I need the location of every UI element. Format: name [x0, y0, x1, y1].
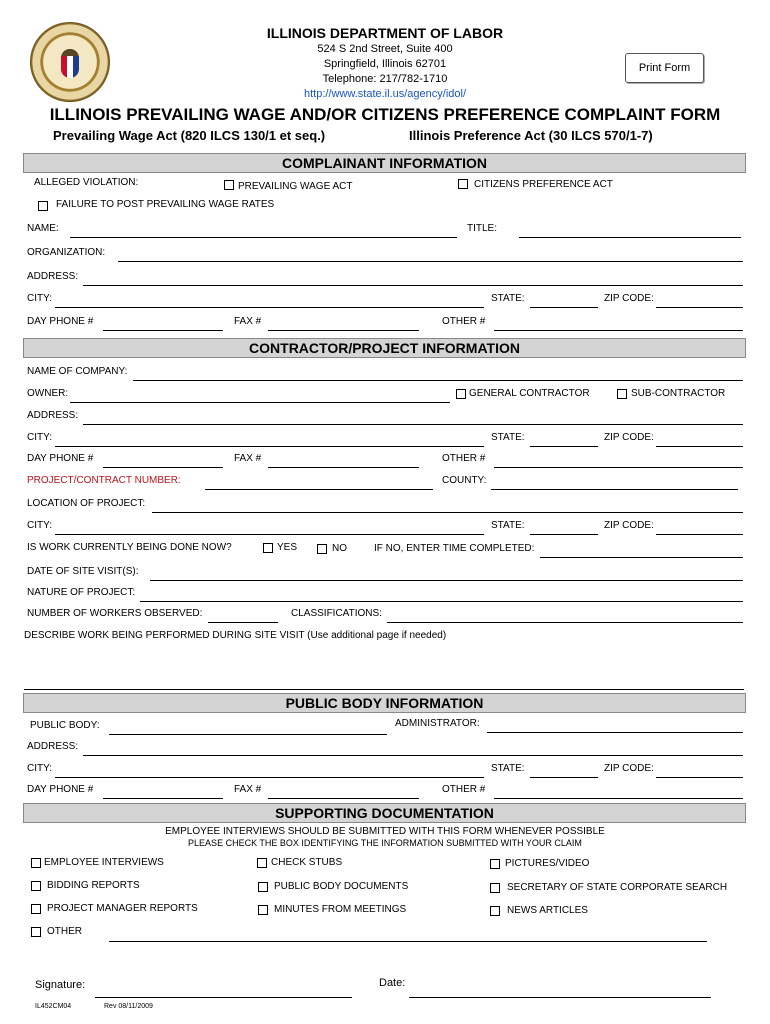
project-state-label: STATE:: [491, 520, 525, 531]
print-form-button[interactable]: Print Form: [625, 53, 704, 83]
check-stubs-label: CHECK STUBS: [271, 857, 343, 868]
project-number-label: PROJECT/CONTRACT NUMBER:: [27, 475, 181, 486]
complainant-zip-label: ZIP CODE:: [604, 293, 654, 304]
prevailing-wage-act-checkbox[interactable]: [224, 180, 234, 190]
public-body-address-label: ADDRESS:: [27, 741, 79, 752]
complainant-city-field[interactable]: [55, 307, 484, 308]
public-body-section-header: PUBLIC BODY INFORMATION: [23, 693, 746, 713]
contractor-address-label: ADDRESS:: [27, 410, 79, 421]
public-body-address-field[interactable]: [83, 755, 743, 756]
organization-field[interactable]: [118, 261, 743, 262]
public-body-fax-label: FAX #: [234, 784, 262, 795]
other-documentation-checkbox[interactable]: [31, 927, 41, 937]
agency-url-link[interactable]: http://www.state.il.us/agency/idol/: [303, 88, 467, 100]
general-contractor-checkbox[interactable]: [456, 389, 466, 399]
contractor-day-phone-field[interactable]: [103, 467, 223, 468]
classifications-label: CLASSIFICATIONS:: [291, 608, 382, 619]
project-nature-label: NATURE OF PROJECT:: [27, 587, 136, 598]
check-box-instruction: PLEASE CHECK THE BOX IDENTIFYING THE INFORMATION SUBMITTED WITH YOUR CLAIM: [188, 838, 582, 848]
work-now-yes-checkbox[interactable]: [263, 543, 273, 553]
complainant-address-field[interactable]: [83, 285, 743, 286]
project-city-label: CITY:: [27, 520, 53, 531]
public-body-state-label: STATE:: [491, 763, 525, 774]
employee-interviews-label: EMPLOYEE INTERVIEWS: [44, 857, 164, 868]
complainant-state-label: STATE:: [491, 293, 525, 304]
public-body-fax-field[interactable]: [268, 798, 419, 799]
public-body-city-field[interactable]: [55, 777, 484, 778]
contractor-state-label: STATE:: [491, 432, 525, 443]
public-body-other-phone-field[interactable]: [494, 798, 743, 799]
complainant-other-phone-label: OTHER #: [442, 316, 486, 327]
public-body-city-label: CITY:: [27, 763, 53, 774]
other-documentation-label: OTHER: [47, 926, 82, 937]
citizens-preference-act-checkbox[interactable]: [458, 179, 468, 189]
public-body-zip-label: ZIP CODE:: [604, 763, 654, 774]
news-articles-checkbox[interactable]: [490, 906, 500, 916]
county-field[interactable]: [491, 489, 738, 490]
agency-name: ILLINOIS DEPARTMENT OF LABOR: [266, 25, 504, 41]
form-id: IL452CM04: [35, 1003, 72, 1010]
complainant-title-label: TITLE:: [467, 223, 498, 234]
employee-interviews-checkbox[interactable]: [31, 858, 41, 868]
prevailing-wage-act-label: PREVAILING WAGE ACT: [238, 181, 353, 192]
contractor-section-header: CONTRACTOR/PROJECT INFORMATION: [23, 338, 746, 358]
complainant-fax-field[interactable]: [268, 330, 419, 331]
agency-phone: Telephone: 217/782-1710: [322, 73, 448, 85]
complainant-zip-field[interactable]: [656, 307, 743, 308]
complainant-section-header: COMPLAINANT INFORMATION: [23, 153, 746, 173]
public-body-label: PUBLIC BODY:: [30, 720, 100, 731]
supporting-docs-section-header: SUPPORTING DOCUMENTATION: [23, 803, 746, 823]
classifications-field[interactable]: [387, 622, 743, 623]
time-completed-label: IF NO, ENTER TIME COMPLETED:: [374, 543, 535, 554]
site-visit-date-label: DATE OF SITE VISIT(S):: [27, 566, 139, 577]
contractor-address-field[interactable]: [83, 424, 743, 425]
public-body-zip-field[interactable]: [656, 777, 743, 778]
company-name-label: NAME OF COMPANY:: [27, 366, 128, 377]
contractor-day-phone-label: DAY PHONE #: [27, 453, 94, 464]
form-title: ILLINOIS PREVAILING WAGE AND/OR CITIZENS PREFERENCE COMPLAINT FORM: [49, 105, 721, 124]
agency-address-line2: Springfield, Illinois 62701: [323, 58, 447, 70]
date-label: Date:: [379, 977, 406, 989]
complainant-address-label: ADDRESS:: [27, 271, 79, 282]
sub-contractor-label: SUB-CONTRACTOR: [631, 388, 726, 399]
complainant-state-field[interactable]: [530, 307, 598, 308]
project-zip-field[interactable]: [656, 534, 743, 535]
contractor-fax-field[interactable]: [268, 467, 419, 468]
describe-work-field[interactable]: [24, 689, 744, 690]
project-nature-field[interactable]: [140, 601, 743, 602]
general-contractor-label: GENERAL CONTRACTOR: [469, 388, 590, 399]
contractor-zip-field[interactable]: [656, 446, 743, 447]
complainant-name-label: NAME:: [27, 223, 59, 234]
describe-work-label: DESCRIBE WORK BEING PERFORMED DURING SITE VISIT (Use additional page if needed): [24, 630, 447, 641]
complainant-other-phone-field[interactable]: [494, 330, 743, 331]
owner-field[interactable]: [70, 402, 450, 403]
contractor-state-field[interactable]: [530, 446, 598, 447]
contractor-other-phone-field[interactable]: [494, 467, 743, 468]
complainant-title-field[interactable]: [519, 237, 741, 238]
pictures-video-label: PICTURES/VIDEO: [505, 858, 590, 869]
project-zip-label: ZIP CODE:: [604, 520, 654, 531]
pictures-video-checkbox[interactable]: [490, 859, 500, 869]
complainant-name-field[interactable]: [70, 237, 457, 238]
workers-observed-field[interactable]: [208, 622, 278, 623]
company-name-field[interactable]: [133, 380, 743, 381]
contractor-fax-label: FAX #: [234, 453, 262, 464]
work-now-no-checkbox[interactable]: [317, 544, 327, 554]
check-stubs-checkbox[interactable]: [257, 858, 267, 868]
site-visit-date-field[interactable]: [150, 580, 743, 581]
complainant-day-phone-field[interactable]: [103, 330, 223, 331]
public-body-documents-label: PUBLIC BODY DOCUMENTS: [274, 881, 409, 892]
minutes-from-meetings-label: MINUTES FROM MEETINGS: [274, 904, 407, 915]
complainant-day-phone-label: DAY PHONE #: [27, 316, 94, 327]
work-now-yes-label: YES: [277, 542, 298, 553]
signature-label: Signature:: [35, 979, 86, 991]
bidding-reports-checkbox[interactable]: [31, 881, 41, 891]
time-completed-field[interactable]: [540, 557, 743, 558]
bidding-reports-label: BIDDING REPORTS: [47, 880, 140, 891]
alleged-violation-label: ALLEGED VIOLATION:: [34, 177, 139, 188]
other-documentation-field[interactable]: [109, 941, 707, 942]
prevailing-wage-act-subtitle: Prevailing Wage Act (820 ILCS 130/1 et seq.): [53, 128, 326, 143]
public-body-day-phone-field[interactable]: [103, 798, 223, 799]
secretary-of-state-search-label: SECRETARY OF STATE CORPORATE SEARCH: [507, 882, 728, 893]
county-label: COUNTY:: [442, 475, 487, 486]
work-now-label: IS WORK CURRENTLY BEING DONE NOW?: [27, 542, 232, 553]
administrator-field[interactable]: [487, 732, 743, 733]
employee-interviews-note: EMPLOYEE INTERVIEWS SHOULD BE SUBMITTED WITH THIS FORM WHENEVER POSSIBLE: [165, 826, 605, 837]
project-manager-reports-label: PROJECT MANAGER REPORTS: [47, 903, 198, 914]
failure-to-post-checkbox[interactable]: [38, 201, 48, 211]
administrator-label: ADMINISTRATOR:: [395, 718, 480, 729]
contractor-other-phone-label: OTHER #: [442, 453, 486, 464]
project-manager-reports-checkbox[interactable]: [31, 904, 41, 914]
project-city-field[interactable]: [55, 534, 484, 535]
public-body-day-phone-label: DAY PHONE #: [27, 784, 94, 795]
news-articles-label: NEWS ARTICLES: [507, 905, 588, 916]
citizens-preference-act-label: CITIZENS PREFERENCE ACT: [474, 179, 613, 190]
public-body-documents-checkbox[interactable]: [258, 882, 268, 892]
work-now-no-label: NO: [332, 543, 347, 554]
owner-label: OWNER:: [27, 388, 69, 399]
agency-address-line1: 524 S 2nd Street, Suite 400: [317, 43, 453, 55]
failure-to-post-label: FAILURE TO POST PREVAILING WAGE RATES: [56, 199, 275, 210]
public-body-field[interactable]: [109, 734, 387, 735]
public-body-state-field[interactable]: [530, 777, 598, 778]
project-location-label: LOCATION OF PROJECT:: [27, 498, 146, 509]
workers-observed-label: NUMBER OF WORKERS OBSERVED:: [27, 608, 203, 619]
organization-label: ORGANIZATION:: [27, 247, 106, 258]
complainant-fax-label: FAX #: [234, 316, 262, 327]
secretary-of-state-search-checkbox[interactable]: [490, 883, 500, 893]
revision-date: Rev 08/11/2009: [104, 1003, 153, 1010]
project-number-field[interactable]: [205, 489, 433, 490]
preference-act-subtitle: Illinois Preference Act (30 ILCS 570/1-7): [409, 128, 653, 143]
minutes-from-meetings-checkbox[interactable]: [258, 905, 268, 915]
project-state-field[interactable]: [530, 534, 598, 535]
signature-field[interactable]: [95, 997, 352, 998]
contractor-city-field[interactable]: [55, 446, 484, 447]
contractor-city-label: CITY:: [27, 432, 53, 443]
project-location-field[interactable]: [152, 512, 743, 513]
public-body-other-phone-label: OTHER #: [442, 784, 486, 795]
contractor-zip-label: ZIP CODE:: [604, 432, 654, 443]
date-field[interactable]: [409, 997, 711, 998]
sub-contractor-checkbox[interactable]: [617, 389, 627, 399]
complainant-city-label: CITY:: [27, 293, 53, 304]
